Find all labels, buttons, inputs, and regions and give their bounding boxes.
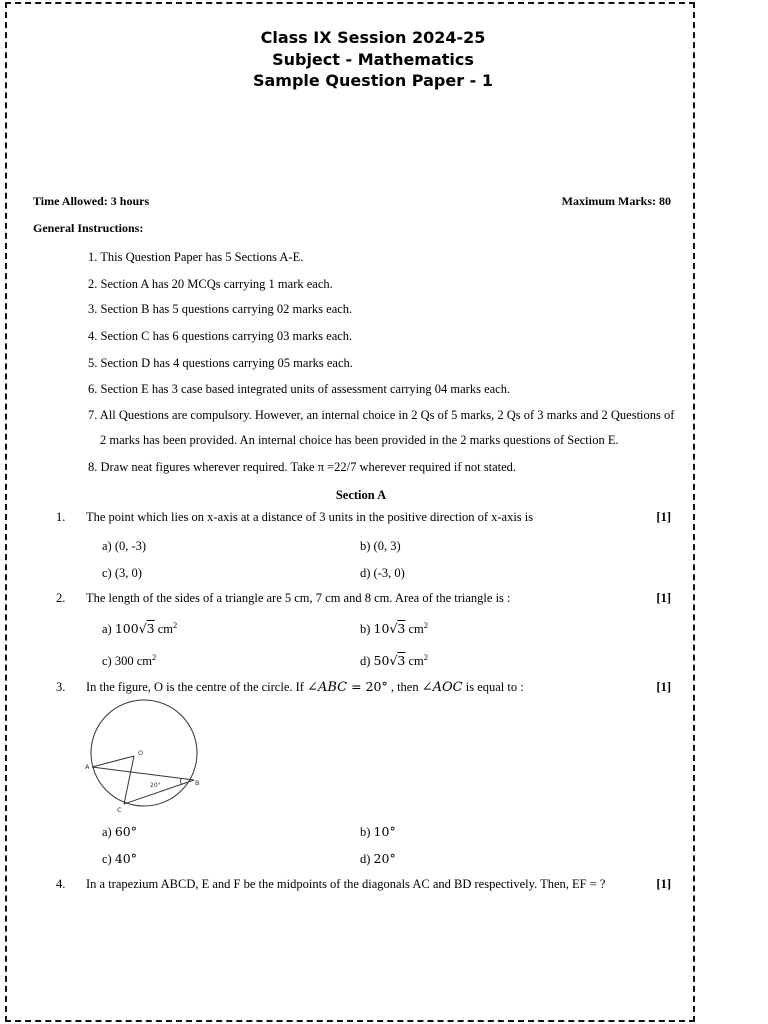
question-text: The point which lies on x-axis at a distance of 3 units in the positive direction of x-axis is xyxy=(86,510,534,524)
option-d: d) 20° xyxy=(360,851,396,866)
instruction-item-continued: 2 marks has been provided. An internal choice has been provided in the 2 marks questions of Section E. xyxy=(100,433,619,447)
paper-title: Sample Question Paper - 1 xyxy=(252,71,493,90)
instructions-heading: General Instructions: xyxy=(33,221,144,235)
question-marks: [1] xyxy=(656,877,671,891)
option-a: a) 60° xyxy=(102,824,137,839)
option-c: c) 300 $cm^2$ xyxy=(102,652,157,669)
radius-oa xyxy=(92,756,134,767)
option-a: a) 100√3 $cm^2$ xyxy=(102,620,178,637)
instruction-item: 7. All Questions are compulsory. However, an internal choice in 2 Qs of 5 marks, 2 Qs of 3 marks and 2 Questions of xyxy=(88,408,675,422)
radius-oc xyxy=(124,756,134,804)
instruction-item: 1. This Question Paper has 5 Sections A-E. xyxy=(88,250,304,264)
option-b: b) 10° xyxy=(360,824,396,839)
section-a-heading: Section A xyxy=(335,488,387,502)
question-marks: [1] xyxy=(656,510,671,524)
chord-ab xyxy=(92,767,194,780)
option-c: c) 40° xyxy=(102,851,137,866)
circle-figure xyxy=(82,696,204,816)
paper-class-title: Class IX Session 2024-25 xyxy=(260,28,486,47)
question-number: 1. xyxy=(56,510,66,524)
instruction-item: 8. Draw neat figures wherever required. Take π =22/7 wherever required if not stated. xyxy=(88,460,517,474)
question-number: 3. xyxy=(56,680,66,694)
option-c: c) (3, 0) xyxy=(102,566,142,580)
instruction-item: 4. Section C has 6 questions carrying 03 marks each. xyxy=(88,329,353,343)
maximum-marks: Maximum Marks: 80 xyxy=(561,194,671,208)
question-number: 4. xyxy=(56,877,66,891)
label-b: B xyxy=(195,779,200,787)
question-marks: [1] xyxy=(656,591,671,605)
label-c: C xyxy=(117,806,122,814)
paper-subject: Subject - Mathematics xyxy=(272,50,474,69)
option-b: b) 10√3 $cm^2$ xyxy=(360,620,429,637)
instruction-item: 2. Section A has 20 MCQs carrying 1 mark each. xyxy=(88,277,333,291)
option-a: a) (0, -3) xyxy=(102,539,147,553)
instruction-item: 5. Section D has 4 questions carrying 05 marks each. xyxy=(88,356,353,370)
question-text: In a trapezium ABCD, E and F be the midpoints of the diagonals AC and BD respectively. Then, EF = ? xyxy=(86,877,606,891)
label-angle: 20° xyxy=(150,782,161,789)
time-allowed: Time Allowed: 3 hours xyxy=(33,194,150,208)
circle-outline xyxy=(91,700,200,806)
question-text: In the figure, O is the centre of the circle. If ∠ABC = 20° , then ∠AOC is equal to : xyxy=(86,679,524,695)
option-d: d) 50√3 $cm^2$ xyxy=(360,652,429,669)
option-d: d) (-3, 0) xyxy=(360,566,405,580)
question-marks: [1] xyxy=(656,680,671,694)
option-b: b) (0, 3) xyxy=(360,539,401,553)
instruction-item: 3. Section B has 5 questions carrying 02 marks each. xyxy=(88,302,353,316)
instruction-item: 6. Section E has 3 case based integrated units of assessment carrying 04 marks each. xyxy=(88,382,511,396)
question-number: 2. xyxy=(56,591,66,605)
label-a: A xyxy=(85,763,90,771)
label-o: O xyxy=(138,749,144,757)
question-text: The length of the sides of a triangle are 5 cm, 7 cm and 8 cm. Area of the triangle is : xyxy=(86,591,511,605)
